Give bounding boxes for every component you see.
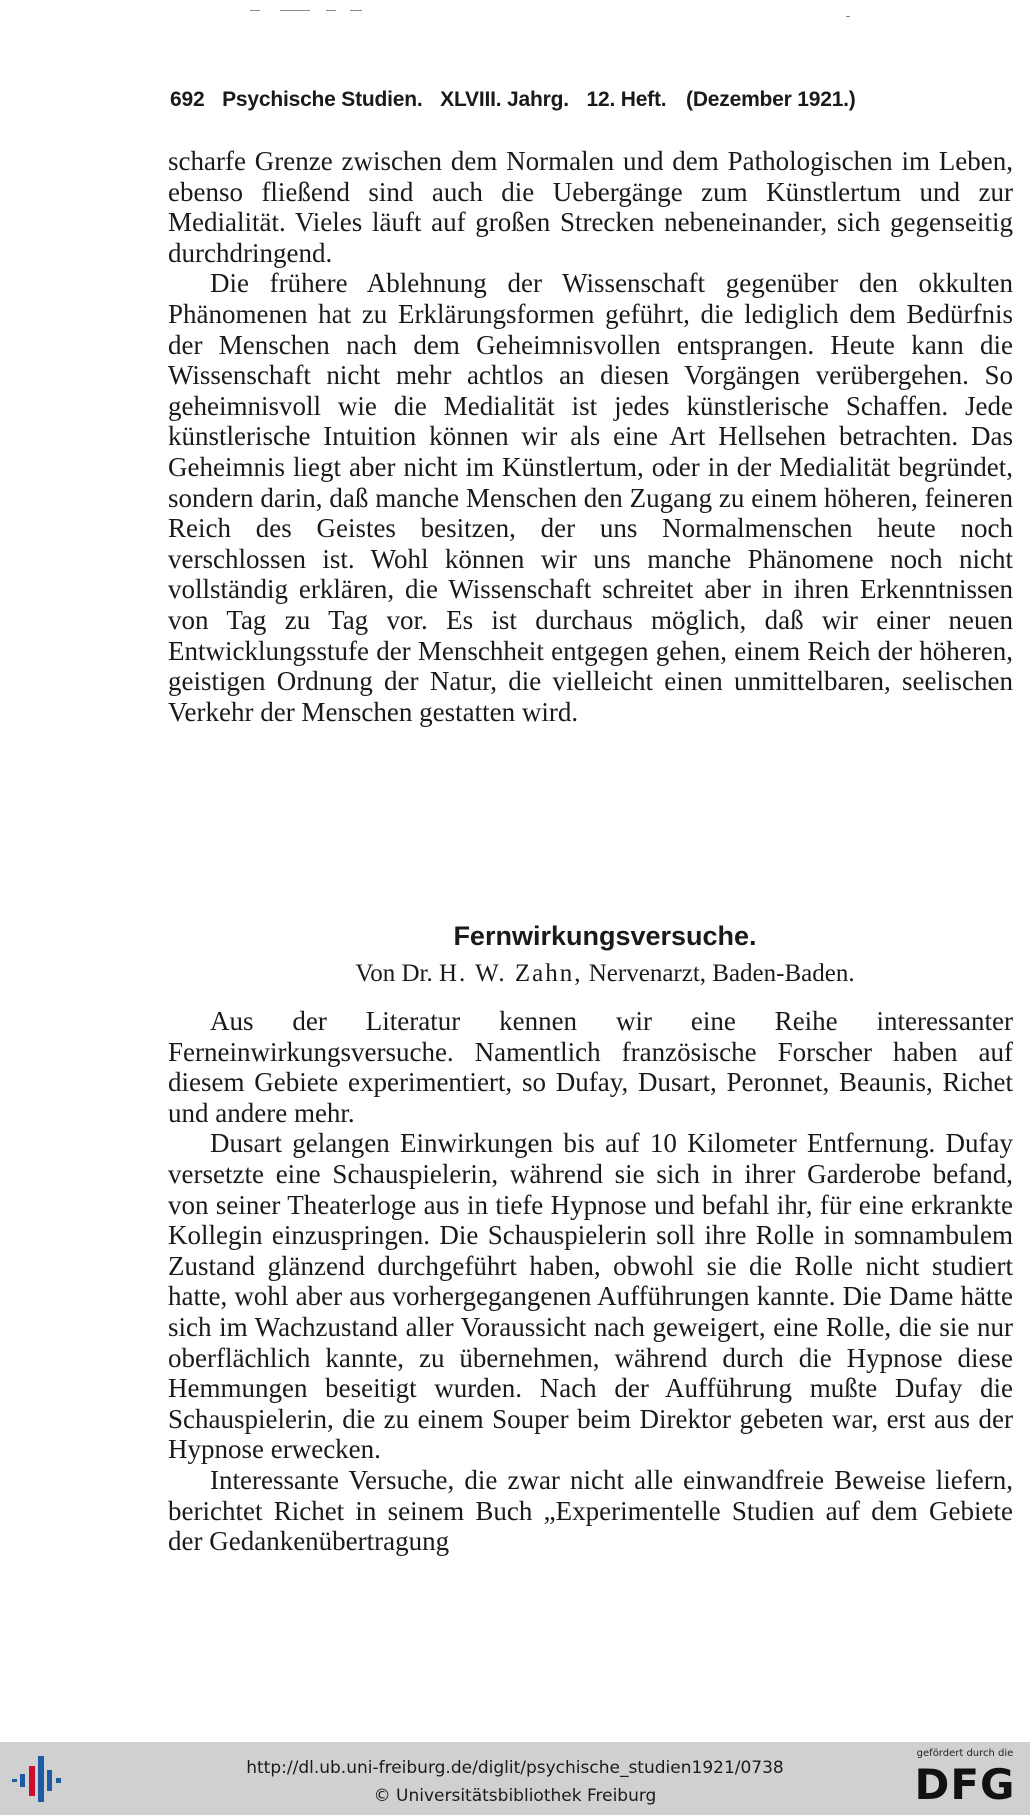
- article-title: Fernwirkungsversuche.: [453, 921, 757, 951]
- byline-prefix: Von Dr.: [355, 960, 433, 987]
- volume: XLVIII. Jahrg.: [440, 88, 569, 111]
- paragraph: Dusart gelangen Einwirkungen bis auf 10 Kilometer Entfernung. Dufay versetzte eine Schauspielerin, während sie sich in ihrer Garderobe befand, von seiner Theaterloge aus in tiefe Hypnose und befahl ihr, für eine erkrankte Kollegin einzuspringen. Die Schauspielerin soll ihre Rolle in somnambulem Zustand glänzend durchgeführt haben, obwohl sie die Rolle nicht studiert hatte, wohl aber aus vorhergegangenen Aufführungen kannte. Die Dame hätte sich im Wachzustand aller Voraussicht nach geweigert, eine Rolle, die sie nur oberflächlich kannte, zu übernehmen, während durch die Hypnose diese Hemmungen beseitigt wurden. Nach der Aufführung mußte Dufay die Schauspielerin, die zu einem Souper beim Direktor gebeten war, erst aus der Hypnose erwecken.: [168, 1128, 1013, 1465]
- copyright-notice: © Universitätsbibliothek Freiburg: [373, 1786, 657, 1806]
- issue: 12. Heft.: [586, 88, 667, 111]
- running-header: [170, 88, 970, 112]
- dfg-logo: [906, 1748, 1024, 1810]
- paragraph: Interessante Versuche, die zwar nicht alle einwandfreie Beweise liefern, berichtet Richet in seinem Buch „Experimentelle Studien auf dem Gebiete der Gedankenübertragung: [168, 1464, 1013, 1557]
- page-number: 692: [170, 88, 205, 111]
- scan-artifact-tick: [846, 16, 850, 17]
- permalink-url[interactable]: http://dl.ub.uni-freiburg.de/diglit/psychische_studien1921/0738: [246, 1758, 784, 1778]
- dfg-caption: gefördert durch die: [916, 1748, 1014, 1759]
- paragraph: Aus der Literatur kennen wir eine Reihe interessanter Ferneinwirkungsversuche. Namentlich französische Forscher haben auf diesem Gebiete experimentiert, so Dufay, Dusart, Peronnet, Beaunis, Richet und andere mehr.: [168, 1006, 1013, 1128]
- footer-bar: [0, 1742, 1030, 1815]
- dfg-logo-text: DFG: [914, 1760, 1016, 1809]
- article-body: [168, 1006, 1013, 1557]
- journal-name: Psychische Studien.: [222, 88, 423, 111]
- article-byline: [0, 960, 1030, 988]
- scan-artifact-dashes: [250, 6, 370, 12]
- author-role: Nervenarzt, Baden-Baden.: [588, 960, 855, 987]
- paragraph: Die frühere Ablehnung der Wissenschaft gegenüber den okkulten Phänomenen hat zu Erklärungsformen geführt, die lediglich dem Bedürfnis der Menschen nach dem Geheimnisvollen entsprangen. Heute kann die Wissenschaft nicht mehr achtlos an diesen Vorgängen verübergehen. So geheimnisvoll wie die Medialität ist jedes künstlerische Schaffen. Jede künstlerische Intuition können wir als eine Art Hellsehen betrachten. Das Geheimnis liegt aber nicht im Künstlertum, oder in der Medialität begründet, sondern darin, daß manche Menschen den Zugang zu einem höheren, feineren Reich des Geistes besitzen, der uns Normalmenschen heute noch verschlossen ist. Wohl können wir uns manche Phänomene noch nicht vollständig erklären, die Wissenschaft schreitet aber in ihren Erkenntnissen von Tag zu Tag vor. Es ist durchaus möglich, daß wir einer neuen Entwicklungsstufe der Menschheit entgegen gehen, einem Reich der höheren, geistigen Ordnung der Natur, die vielleicht einen unmittelbaren, seelischen Verkehr der Menschen gestatten wird.: [168, 268, 1013, 727]
- paragraph: scharfe Grenze zwischen dem Normalen und dem Pathologischen im Leben, ebenso fließend sind auch die Uebergänge zum Künstlertum und zur Medialität. Vieles läuft auf großen Strecken nebeneinander, sich gegenseitig durchdringend.: [168, 146, 1013, 268]
- continued-text: [168, 146, 1013, 727]
- author-name: H. W. Zahn,: [438, 960, 583, 987]
- issue-date: (Dezember 1921.): [686, 88, 856, 111]
